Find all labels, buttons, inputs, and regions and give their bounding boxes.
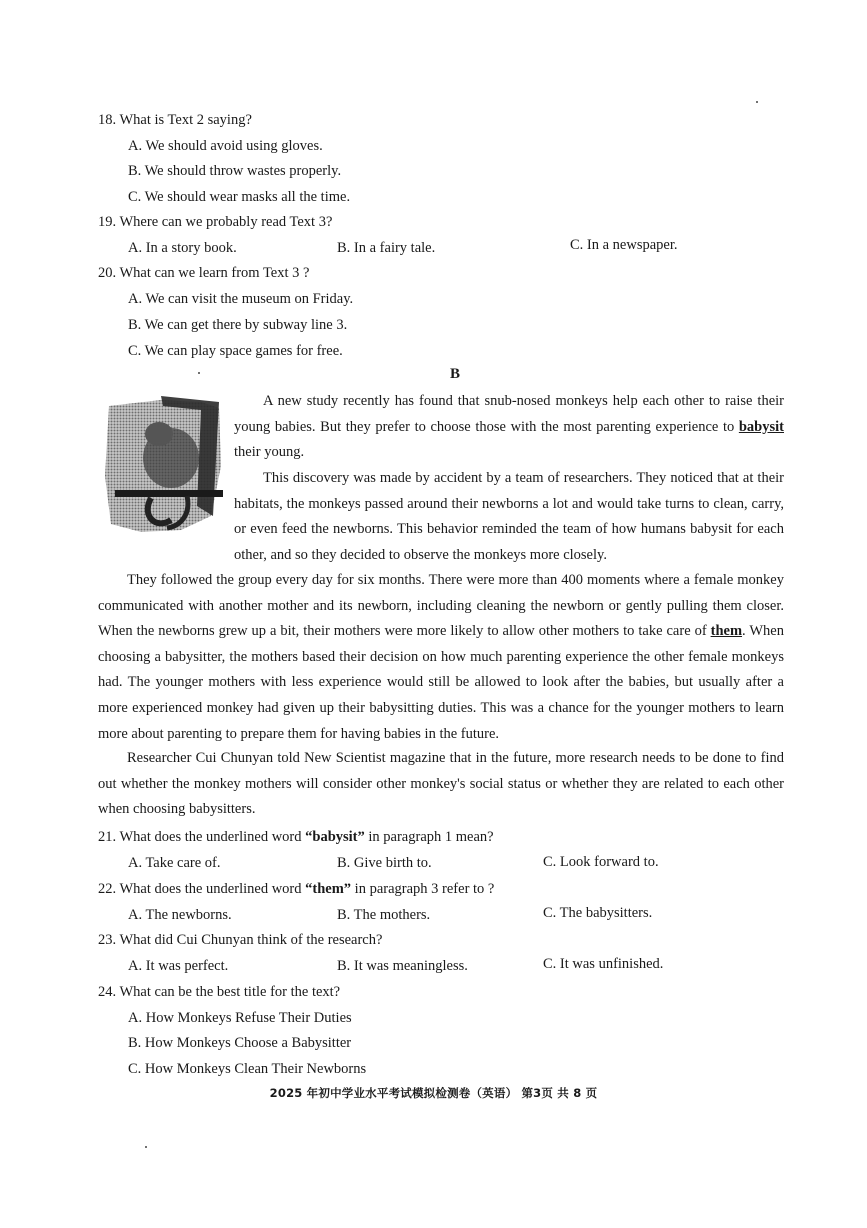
question-20-option-c: C. We can play space games for free.: [128, 343, 343, 359]
question-21-stem-start: 21. What does the underlined word: [98, 829, 306, 845]
question-18-option-a: A. We should avoid using gloves.: [128, 138, 323, 154]
question-22-keyword: “them”: [305, 881, 352, 897]
question-24-option-b: B. How Monkeys Choose a Babysitter: [128, 1035, 352, 1051]
question-18-stem: 18. What is Text 2 saying?: [98, 112, 252, 128]
section-title: B: [449, 366, 460, 382]
question-18-option-b: B. We should throw wastes properly.: [128, 163, 342, 179]
question-19-stem: 19. Where can we probably read Text 3?: [98, 214, 333, 230]
page-footer: 2025 年初中学业水平考试模拟检测卷（英语） 第3页 共 8 页: [269, 1086, 598, 1100]
question-22-stem: [98, 881, 494, 898]
question-22-stem-start: 22. What does the underlined word: [98, 881, 306, 897]
question-19-option-c: C. In a newspaper.: [570, 237, 678, 253]
speck-mark: [145, 1146, 147, 1148]
question-24-option-a: A. How Monkeys Refuse Their Duties: [128, 1010, 352, 1026]
question-21-keyword: “babysit”: [305, 829, 365, 845]
question-22-option-c: C. The babysitters.: [543, 905, 653, 921]
question-22-stem-end: in paragraph 3 refer to ?: [351, 881, 495, 897]
question-22-option-a: A. The newborns.: [128, 907, 232, 923]
question-21-stem-end: in paragraph 1 mean?: [364, 829, 494, 845]
question-20-stem: 20. What can we learn from Text 3 ?: [98, 265, 310, 281]
question-20-option-a: A. We can visit the museum on Friday.: [128, 291, 354, 307]
question-23-option-a: A. It was perfect.: [128, 958, 229, 974]
paragraph-3-text-end: . When choosing a babysitter, the mothers based their decision on how much parenting experience the other female monkeys had. The younger mothers with less experience would still be allowed to look after the babies, but usually after a more experienced monkey had given up their babysitting duties. This was a chance for the younger mothers to learn more about parenting to prepare them for having babies in the future.: [98, 623, 784, 742]
question-23-option-b: B. It was meaningless.: [337, 958, 468, 974]
passage-paragraph-3: [98, 568, 784, 747]
question-23-option-c: C. It was unfinished.: [543, 956, 664, 972]
question-18-option-c: C. We should wear masks all the time.: [128, 189, 351, 205]
underlined-word-babysit: babysit: [738, 418, 784, 435]
question-21-option-c: C. Look forward to.: [543, 854, 659, 870]
speck-mark: [756, 101, 758, 103]
question-21-stem: [98, 829, 494, 846]
question-22-option-b: B. The mothers.: [337, 907, 431, 923]
question-19-option-b: B. In a fairy tale.: [337, 240, 436, 256]
paragraph-2-text: This discovery was made by accident by a team of researchers. They noticed that at their habitats, the monkeys passed around their newborns a lot and would take turns to clean, carry, or even feed the newborns. This behavior reminded the team of how humans babysit for each other, and so they decided to observe the monkeys more closely.: [234, 470, 784, 563]
question-21-option-a: A. Take care of.: [128, 855, 221, 871]
question-20-option-b: B. We can get there by subway line 3.: [128, 317, 348, 333]
image-wrap-spacer: [98, 466, 234, 543]
passage-paragraph-2: [98, 466, 784, 568]
question-23-stem: 23. What did Cui Chunyan think of the research?: [98, 932, 383, 948]
paragraph-1-text-start: A new study recently has found that snub-nosed monkeys help each other to raise their young babies. But they prefer to choose those with the most parenting experience to: [234, 393, 784, 435]
question-24-stem: 24. What can be the best title for the text?: [98, 984, 341, 1000]
question-24-option-c: C. How Monkeys Clean Their Newborns: [128, 1061, 367, 1077]
question-21-option-b: B. Give birth to.: [337, 855, 432, 871]
paragraph-1-text-end: their young.: [234, 444, 305, 461]
question-19-option-a: A. In a story book.: [128, 240, 237, 256]
passage-paragraph-1: [234, 389, 784, 466]
speck-mark: [198, 372, 200, 374]
paragraph-3-text-start: They followed the group every day for six months. There were more than 400 moments where a female monkey communicated with another mother and its newborn, including cleaning the newborn or gently pulling them closer. When the newborns grew up a bit, their mothers were more likely to allow other mothers to take care of: [98, 572, 784, 640]
passage-paragraph-4: Researcher Cui Chunyan told New Scientist magazine that in the future, more research needs to be done to find out whether the monkey mothers will consider other monkey's social status or whether they are related to each other when choosing babysitters.: [98, 750, 784, 818]
underlined-word-them: them: [710, 623, 743, 640]
